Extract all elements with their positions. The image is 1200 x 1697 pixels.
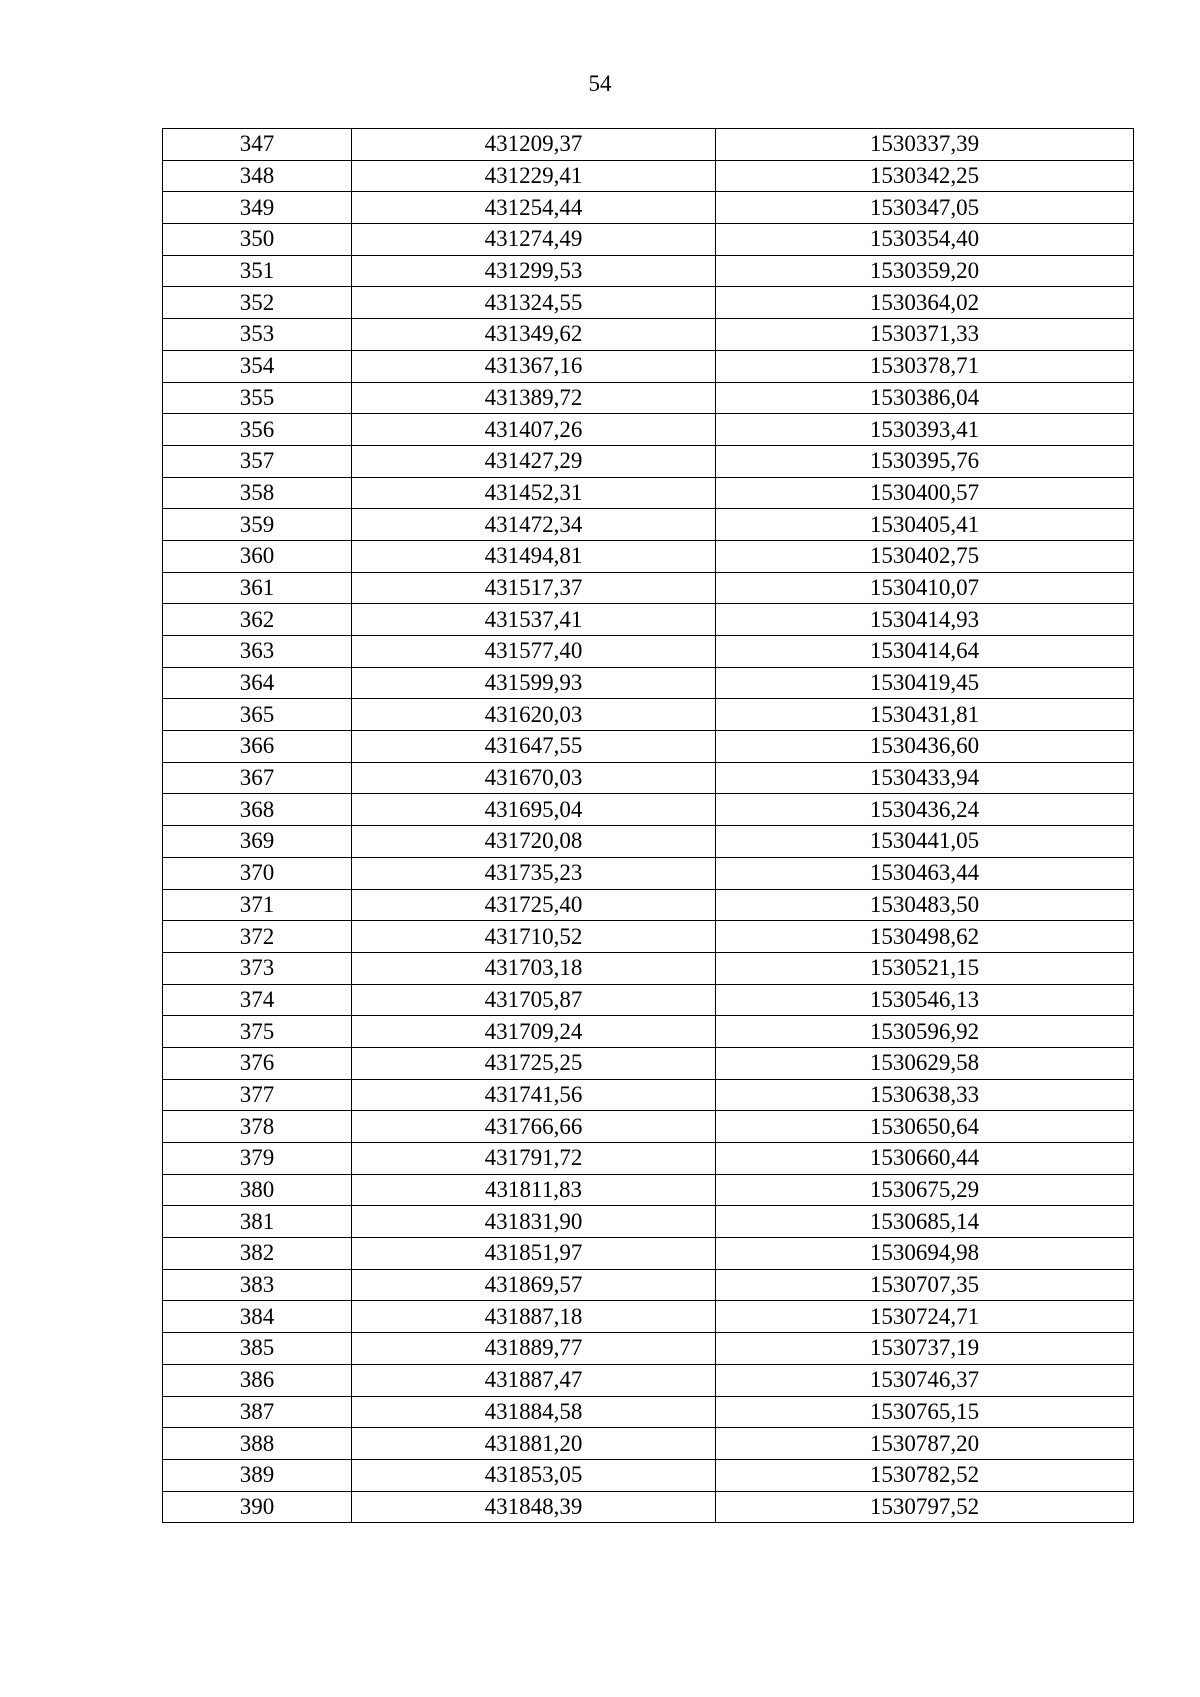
x-coordinate-cell: 431791,72	[352, 1143, 716, 1175]
table-row	[163, 857, 1134, 889]
point-number-cell: 376	[163, 1047, 352, 1079]
point-number-cell: 371	[163, 889, 352, 921]
point-number-cell: 361	[163, 572, 352, 604]
point-number-cell: 365	[163, 699, 352, 731]
x-coordinate-cell: 431811,83	[352, 1174, 716, 1206]
point-number-cell: 390	[163, 1491, 352, 1523]
point-number-cell: 378	[163, 1111, 352, 1143]
x-coordinate-cell: 431670,03	[352, 762, 716, 794]
x-coordinate-cell: 431349,62	[352, 319, 716, 351]
y-coordinate-cell: 1530433,94	[716, 762, 1134, 794]
y-coordinate-cell: 1530337,39	[716, 129, 1134, 161]
point-number-cell: 386	[163, 1364, 352, 1396]
y-coordinate-cell: 1530782,52	[716, 1459, 1134, 1491]
page-number: 54	[588, 71, 612, 96]
y-coordinate-cell: 1530694,98	[716, 1238, 1134, 1270]
x-coordinate-cell: 431517,37	[352, 572, 716, 604]
x-coordinate-cell: 431599,93	[352, 667, 716, 699]
point-number-cell: 350	[163, 224, 352, 256]
x-coordinate-cell: 431741,56	[352, 1079, 716, 1111]
point-number-cell: 367	[163, 762, 352, 794]
x-coordinate-cell: 431735,23	[352, 857, 716, 889]
point-number-cell: 381	[163, 1206, 352, 1238]
x-coordinate-cell: 431427,29	[352, 445, 716, 477]
point-number-cell: 363	[163, 636, 352, 668]
y-coordinate-cell: 1530707,35	[716, 1269, 1134, 1301]
table-row	[163, 1016, 1134, 1048]
point-number-cell: 351	[163, 255, 352, 287]
y-coordinate-cell: 1530737,19	[716, 1333, 1134, 1365]
x-coordinate-cell: 431831,90	[352, 1206, 716, 1238]
x-coordinate-cell: 431710,52	[352, 921, 716, 953]
y-coordinate-cell: 1530629,58	[716, 1047, 1134, 1079]
point-number-cell: 356	[163, 414, 352, 446]
x-coordinate-cell: 431887,18	[352, 1301, 716, 1333]
point-number-cell: 357	[163, 445, 352, 477]
point-number-cell: 387	[163, 1396, 352, 1428]
x-coordinate-cell: 431494,81	[352, 540, 716, 572]
x-coordinate-cell: 431452,31	[352, 477, 716, 509]
coordinates-table	[162, 128, 1134, 1523]
point-number-cell: 382	[163, 1238, 352, 1270]
table-row	[163, 350, 1134, 382]
table-row	[163, 509, 1134, 541]
table-row	[163, 762, 1134, 794]
point-number-cell: 362	[163, 604, 352, 636]
table-row	[163, 1364, 1134, 1396]
x-coordinate-cell: 431848,39	[352, 1491, 716, 1523]
y-coordinate-cell: 1530386,04	[716, 382, 1134, 414]
x-coordinate-cell: 431725,25	[352, 1047, 716, 1079]
table-row	[163, 287, 1134, 319]
x-coordinate-cell: 431229,41	[352, 160, 716, 192]
table-row	[163, 1238, 1134, 1270]
table-row	[163, 1428, 1134, 1460]
y-coordinate-cell: 1530359,20	[716, 255, 1134, 287]
point-number-cell: 358	[163, 477, 352, 509]
x-coordinate-cell: 431254,44	[352, 192, 716, 224]
table-row	[163, 572, 1134, 604]
point-number-cell: 359	[163, 509, 352, 541]
x-coordinate-cell: 431324,55	[352, 287, 716, 319]
x-coordinate-cell: 431725,40	[352, 889, 716, 921]
x-coordinate-cell: 431887,47	[352, 1364, 716, 1396]
y-coordinate-cell: 1530596,92	[716, 1016, 1134, 1048]
point-number-cell: 388	[163, 1428, 352, 1460]
x-coordinate-cell: 431274,49	[352, 224, 716, 256]
table-row	[163, 540, 1134, 572]
table-row	[163, 1396, 1134, 1428]
table-row	[163, 636, 1134, 668]
y-coordinate-cell: 1530724,71	[716, 1301, 1134, 1333]
y-coordinate-cell: 1530371,33	[716, 319, 1134, 351]
table-row	[163, 192, 1134, 224]
x-coordinate-cell: 431709,24	[352, 1016, 716, 1048]
x-coordinate-cell: 431620,03	[352, 699, 716, 731]
table-row	[163, 445, 1134, 477]
x-coordinate-cell: 431881,20	[352, 1428, 716, 1460]
point-number-cell: 354	[163, 350, 352, 382]
x-coordinate-cell: 431884,58	[352, 1396, 716, 1428]
y-coordinate-cell: 1530431,81	[716, 699, 1134, 731]
x-coordinate-cell: 431389,72	[352, 382, 716, 414]
table-row	[163, 382, 1134, 414]
point-number-cell: 364	[163, 667, 352, 699]
table-row	[163, 984, 1134, 1016]
table-row	[163, 255, 1134, 287]
y-coordinate-cell: 1530765,15	[716, 1396, 1134, 1428]
y-coordinate-cell: 1530797,52	[716, 1491, 1134, 1523]
point-number-cell: 369	[163, 826, 352, 858]
y-coordinate-cell: 1530364,02	[716, 287, 1134, 319]
x-coordinate-cell: 431407,26	[352, 414, 716, 446]
point-number-cell: 384	[163, 1301, 352, 1333]
point-number-cell: 377	[163, 1079, 352, 1111]
point-number-cell: 347	[163, 129, 352, 161]
coordinates-table-body	[163, 129, 1134, 1523]
point-number-cell: 353	[163, 319, 352, 351]
x-coordinate-cell: 431367,16	[352, 350, 716, 382]
y-coordinate-cell: 1530498,62	[716, 921, 1134, 953]
table-row	[163, 1301, 1134, 1333]
y-coordinate-cell: 1530402,75	[716, 540, 1134, 572]
table-row	[163, 1269, 1134, 1301]
point-number-cell: 375	[163, 1016, 352, 1048]
x-coordinate-cell: 431851,97	[352, 1238, 716, 1270]
y-coordinate-cell: 1530414,93	[716, 604, 1134, 636]
x-coordinate-cell: 431299,53	[352, 255, 716, 287]
point-number-cell: 370	[163, 857, 352, 889]
x-coordinate-cell: 431577,40	[352, 636, 716, 668]
point-number-cell: 355	[163, 382, 352, 414]
y-coordinate-cell: 1530436,24	[716, 794, 1134, 826]
table-row	[163, 794, 1134, 826]
table-row	[163, 1143, 1134, 1175]
point-number-cell: 366	[163, 731, 352, 763]
x-coordinate-cell: 431853,05	[352, 1459, 716, 1491]
table-row	[163, 1491, 1134, 1523]
y-coordinate-cell: 1530410,07	[716, 572, 1134, 604]
table-row	[163, 921, 1134, 953]
point-number-cell: 383	[163, 1269, 352, 1301]
table-row	[163, 160, 1134, 192]
point-number-cell: 372	[163, 921, 352, 953]
y-coordinate-cell: 1530483,50	[716, 889, 1134, 921]
x-coordinate-cell: 431889,77	[352, 1333, 716, 1365]
x-coordinate-cell: 431647,55	[352, 731, 716, 763]
y-coordinate-cell: 1530400,57	[716, 477, 1134, 509]
table-row	[163, 604, 1134, 636]
y-coordinate-cell: 1530746,37	[716, 1364, 1134, 1396]
point-number-cell: 380	[163, 1174, 352, 1206]
table-row	[163, 1174, 1134, 1206]
point-number-cell: 348	[163, 160, 352, 192]
x-coordinate-cell: 431472,34	[352, 509, 716, 541]
table-row	[163, 667, 1134, 699]
table-row	[163, 1333, 1134, 1365]
table-row	[163, 129, 1134, 161]
y-coordinate-cell: 1530441,05	[716, 826, 1134, 858]
point-number-cell: 360	[163, 540, 352, 572]
y-coordinate-cell: 1530675,29	[716, 1174, 1134, 1206]
y-coordinate-cell: 1530660,44	[716, 1143, 1134, 1175]
y-coordinate-cell: 1530638,33	[716, 1079, 1134, 1111]
table-row	[163, 1111, 1134, 1143]
x-coordinate-cell: 431766,66	[352, 1111, 716, 1143]
point-number-cell: 385	[163, 1333, 352, 1365]
table-row	[163, 699, 1134, 731]
table-row	[163, 477, 1134, 509]
y-coordinate-cell: 1530685,14	[716, 1206, 1134, 1238]
x-coordinate-cell: 431720,08	[352, 826, 716, 858]
point-number-cell: 373	[163, 952, 352, 984]
x-coordinate-cell: 431703,18	[352, 952, 716, 984]
y-coordinate-cell: 1530419,45	[716, 667, 1134, 699]
x-coordinate-cell: 431209,37	[352, 129, 716, 161]
y-coordinate-cell: 1530436,60	[716, 731, 1134, 763]
point-number-cell: 368	[163, 794, 352, 826]
y-coordinate-cell: 1530414,64	[716, 636, 1134, 668]
table-row	[163, 952, 1134, 984]
table-row	[163, 731, 1134, 763]
table-row	[163, 1079, 1134, 1111]
y-coordinate-cell: 1530521,15	[716, 952, 1134, 984]
point-number-cell: 352	[163, 287, 352, 319]
point-number-cell: 389	[163, 1459, 352, 1491]
y-coordinate-cell: 1530546,13	[716, 984, 1134, 1016]
x-coordinate-cell: 431695,04	[352, 794, 716, 826]
table-row	[163, 1206, 1134, 1238]
table-row	[163, 889, 1134, 921]
y-coordinate-cell: 1530650,64	[716, 1111, 1134, 1143]
point-number-cell: 349	[163, 192, 352, 224]
point-number-cell: 379	[163, 1143, 352, 1175]
y-coordinate-cell: 1530463,44	[716, 857, 1134, 889]
y-coordinate-cell: 1530787,20	[716, 1428, 1134, 1460]
y-coordinate-cell: 1530342,25	[716, 160, 1134, 192]
table-row	[163, 319, 1134, 351]
y-coordinate-cell: 1530393,41	[716, 414, 1134, 446]
y-coordinate-cell: 1530395,76	[716, 445, 1134, 477]
x-coordinate-cell: 431705,87	[352, 984, 716, 1016]
table-row	[163, 1459, 1134, 1491]
x-coordinate-cell: 431537,41	[352, 604, 716, 636]
table-row	[163, 224, 1134, 256]
table-row	[163, 1047, 1134, 1079]
table-row	[163, 414, 1134, 446]
x-coordinate-cell: 431869,57	[352, 1269, 716, 1301]
table-row	[163, 826, 1134, 858]
point-number-cell: 374	[163, 984, 352, 1016]
y-coordinate-cell: 1530405,41	[716, 509, 1134, 541]
y-coordinate-cell: 1530347,05	[716, 192, 1134, 224]
y-coordinate-cell: 1530354,40	[716, 224, 1134, 256]
y-coordinate-cell: 1530378,71	[716, 350, 1134, 382]
